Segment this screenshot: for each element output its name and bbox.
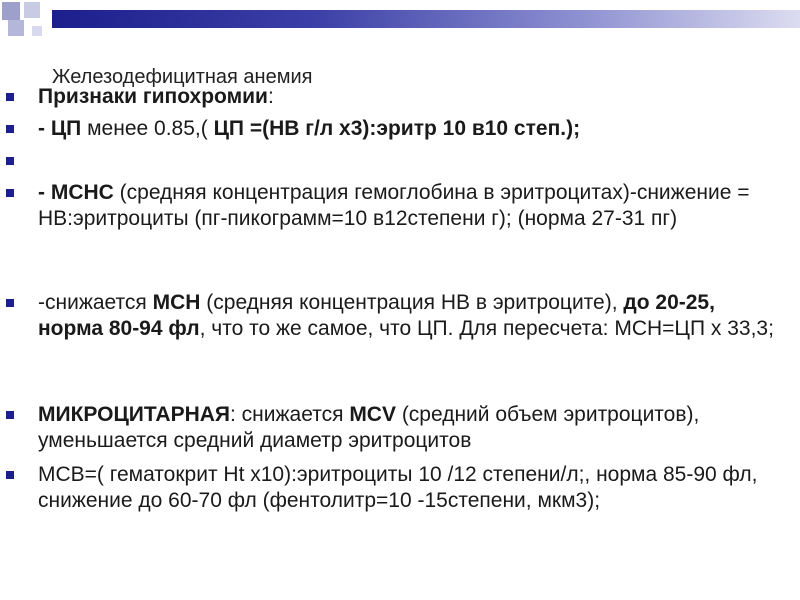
list-item [6,462,778,514]
slide-title: Железодефицитная анемия [52,66,313,88]
list-item [6,84,274,110]
list-item [6,290,778,342]
list-item [6,180,758,232]
bullet-icon [6,157,14,165]
decor-square [32,26,42,36]
bullet-icon [6,471,14,479]
item-text: : снижается [230,403,350,426]
item-text: : [267,85,274,108]
item-text: (средняя концентрация гемоглобина в эритроцитах)-снижение = НВ:эритроциты (пг-пикограмм=10 в12степени г); (норма 27-31 пг) [38,181,750,230]
list-item [6,116,580,142]
item-text: -снижается [38,291,153,314]
item-text: МСВ=( гематокрит Ht х10):эритроциты 10 /12 степени/л;, норма 85-90 фл, снижение до 60-70 фл (фентолитр=10 -15степени, мкм3); [38,463,758,512]
title-bar [52,10,800,28]
bullet-icon [6,299,14,307]
decor-square [2,2,20,20]
item-text: - ЦП [38,117,88,140]
bullet-icon [6,93,14,101]
item-text: (средний объем эритроцитов), уменьшается средний диаметр эритроцитов [38,403,700,452]
bullet-icon [6,411,14,419]
bullet-icon [6,189,14,197]
list-item [6,402,778,454]
item-text: Признаки гипохромии [38,85,268,108]
item-text: - МСНС [38,181,114,204]
list-item [6,148,58,174]
decor-square [24,2,40,18]
item-text: до 20-25, норма 80-94 фл [38,291,715,340]
decor-square [8,20,24,36]
item-text: ЦП =(НВ г/л х3):эритр 10 в10 степ.); [213,117,581,140]
bullet-icon [6,125,14,133]
item-text: МСН [152,291,201,314]
item-text: МИКРОЦИТАРНАЯ [38,403,231,426]
item-text: (средняя концентрация НВ в эритроците), [200,291,624,314]
item-text: MCV [349,403,396,426]
header-decoration [0,0,800,40]
item-text: , что то же самое, что ЦП. Для пересчета: МСН=ЦП х 33,3; [199,317,774,340]
item-text: менее 0.85,( [87,117,214,140]
